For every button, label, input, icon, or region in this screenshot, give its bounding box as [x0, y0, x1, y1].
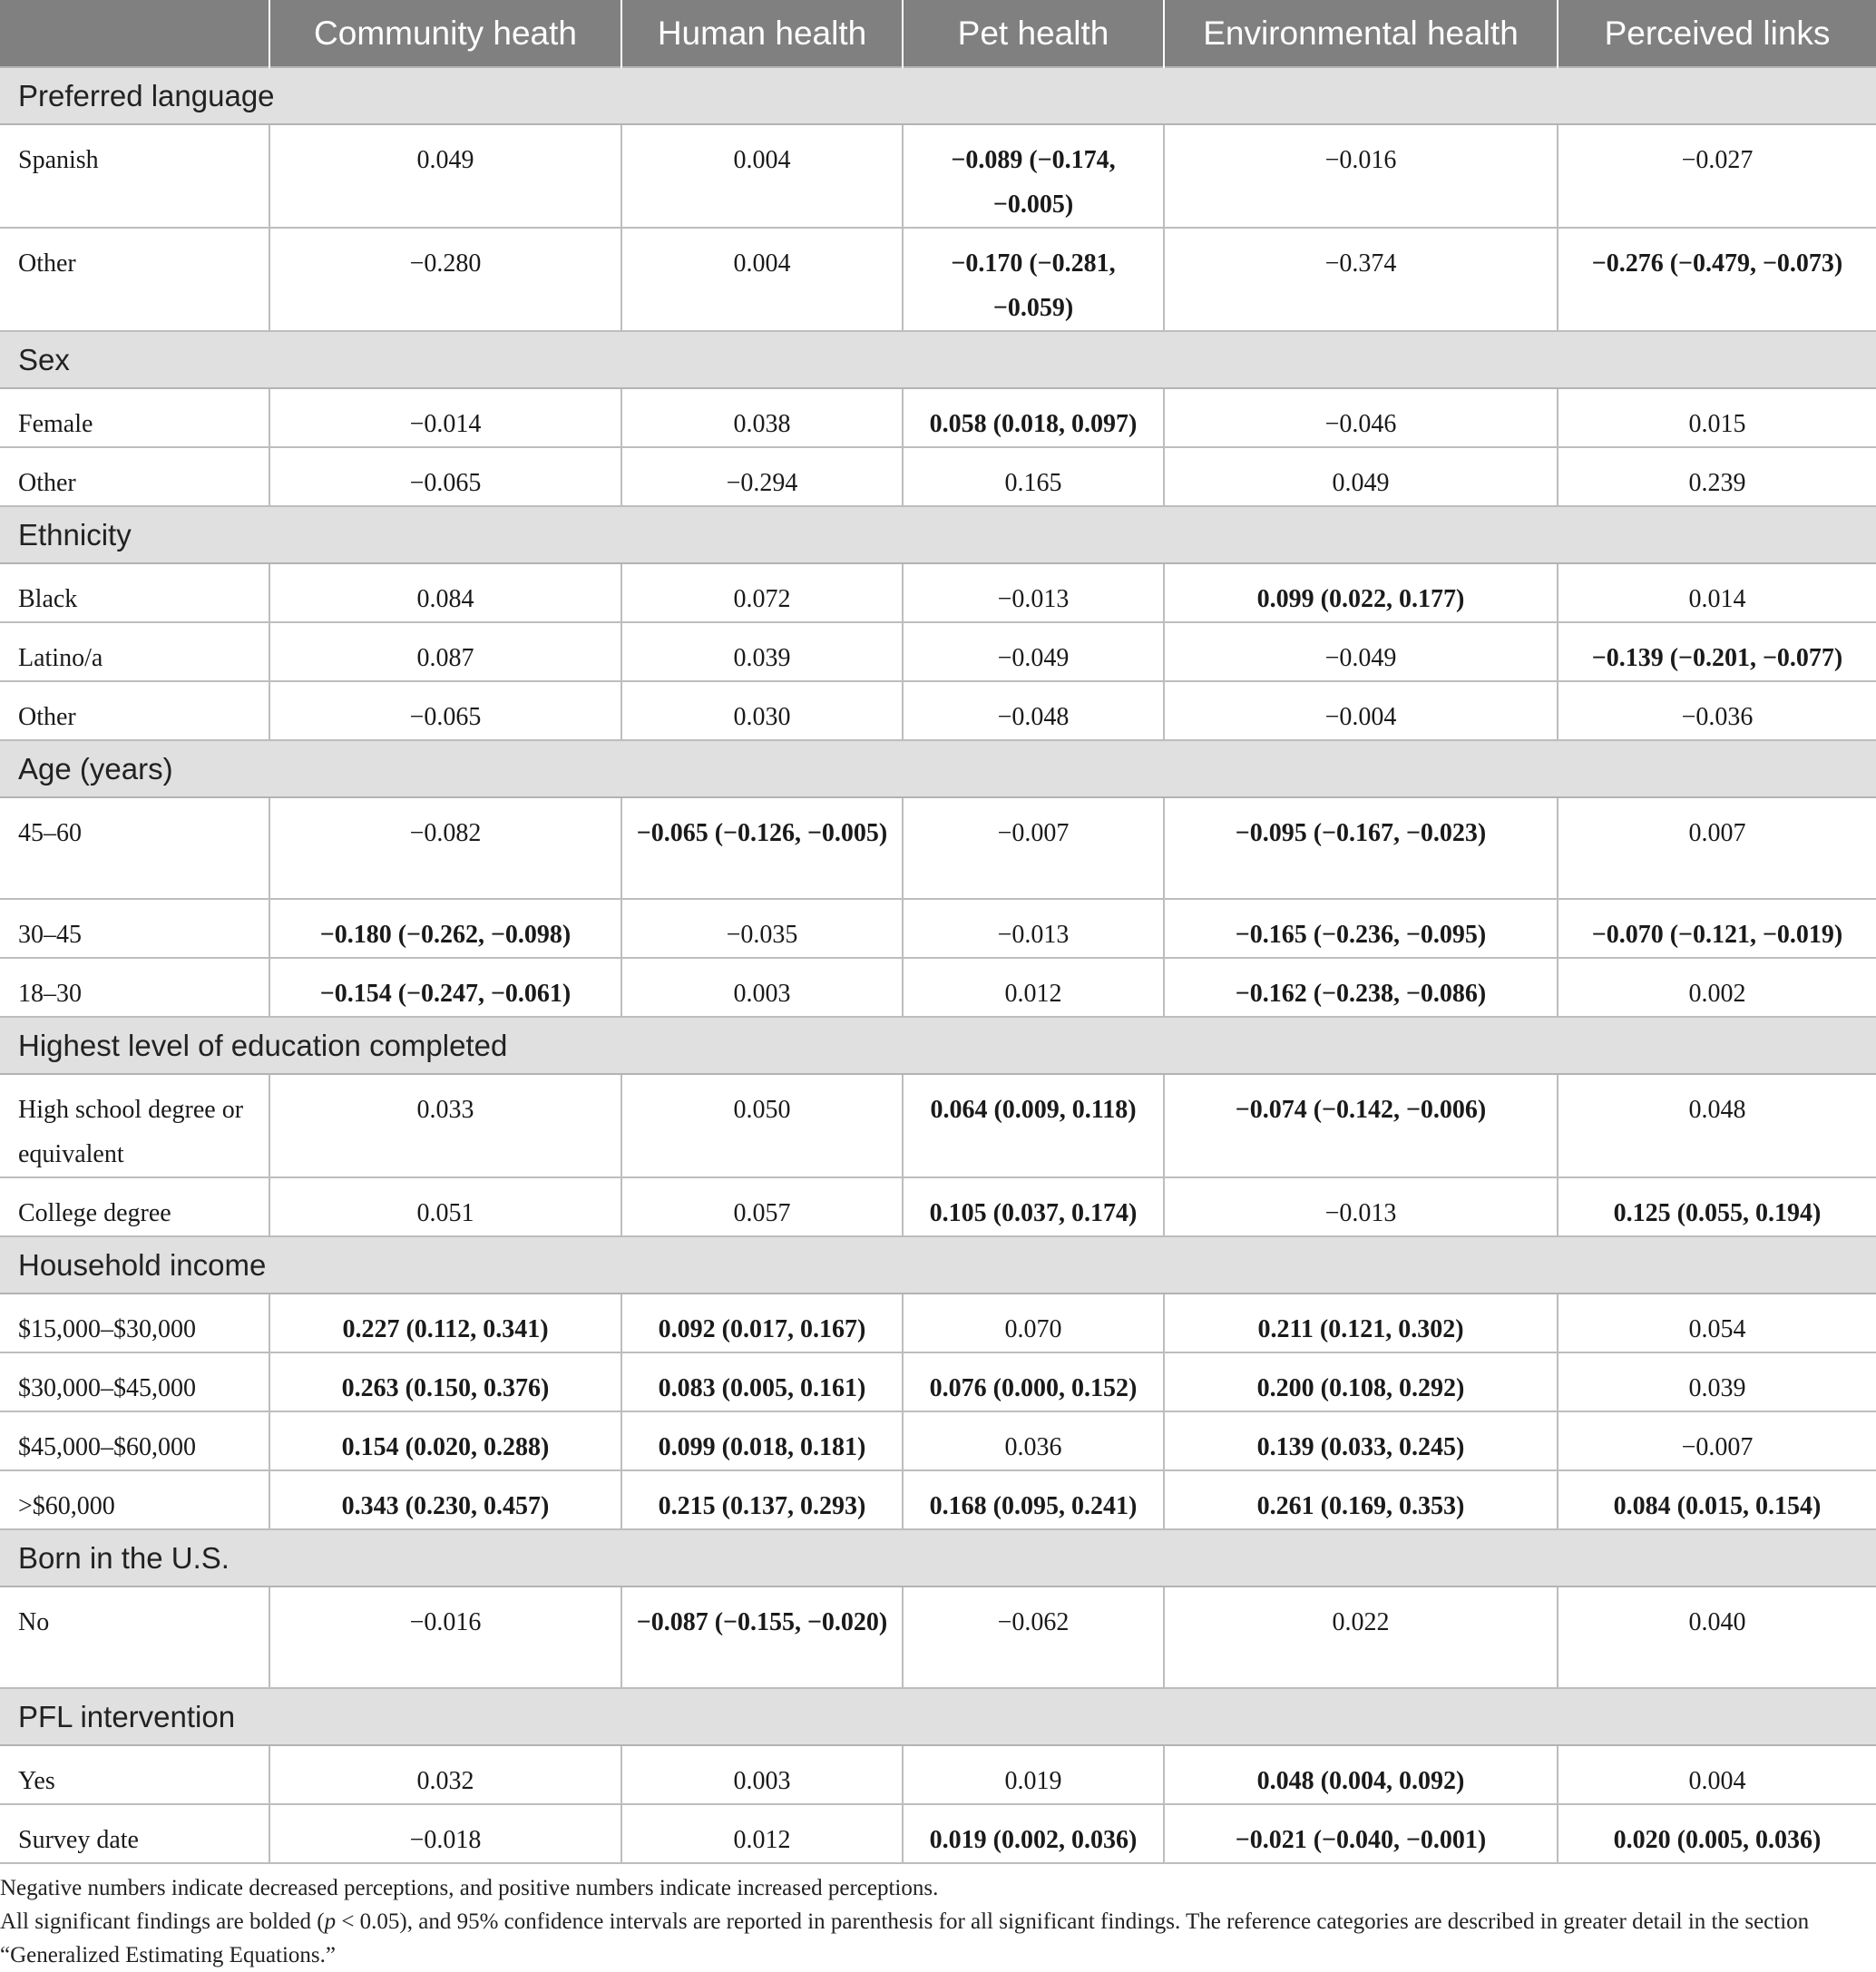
value-cell: 0.092 (0.017, 0.167) — [621, 1294, 903, 1352]
row-label: $15,000–$30,000 — [0, 1294, 269, 1352]
value-cell: −0.021 (−0.040, −0.001) — [1164, 1804, 1558, 1863]
row-label: Other — [0, 447, 269, 506]
value-cell: 0.070 — [903, 1294, 1164, 1352]
value-cell: 0.139 (0.033, 0.245) — [1164, 1411, 1558, 1470]
row-label: No — [0, 1586, 269, 1688]
row-label: High school degree or equivalent — [0, 1074, 269, 1177]
value-cell: −0.374 — [1164, 228, 1558, 331]
value-cell: 0.039 — [1558, 1352, 1876, 1411]
section-row — [0, 1529, 1876, 1586]
value-cell: 0.050 — [621, 1074, 903, 1177]
value-cell: −0.087 (−0.155, −0.020) — [621, 1586, 903, 1688]
table-row — [0, 124, 1876, 228]
row-label: Spanish — [0, 124, 269, 228]
section-title: PFL intervention — [0, 1688, 1876, 1745]
header-cell-perceived-links: Perceived links — [1558, 0, 1876, 67]
value-cell: −0.049 — [1164, 622, 1558, 681]
value-cell: 0.054 — [1558, 1294, 1876, 1352]
value-cell: −0.065 — [269, 681, 621, 740]
row-label: Other — [0, 228, 269, 331]
value-cell: 0.020 (0.005, 0.036) — [1558, 1804, 1876, 1863]
table-row — [0, 1294, 1876, 1352]
section-title: Preferred language — [0, 67, 1876, 124]
value-cell: −0.154 (−0.247, −0.061) — [269, 958, 621, 1017]
section-row — [0, 331, 1876, 388]
value-cell: 0.039 — [621, 622, 903, 681]
value-cell: 0.261 (0.169, 0.353) — [1164, 1470, 1558, 1529]
value-cell: 0.072 — [621, 563, 903, 622]
section-row — [0, 1236, 1876, 1294]
value-cell: −0.036 — [1558, 681, 1876, 740]
row-label: 30–45 — [0, 899, 269, 958]
value-cell: 0.019 — [903, 1745, 1164, 1804]
header-cell-human-health: Human health — [621, 0, 903, 67]
footnote-2-end: < 0.05), and 95% confidence intervals are reported in parenthesis for all significant findings. The reference categories are described in greater detail in the section “Generalized Estimating Equations.” — [0, 1909, 1810, 1967]
value-cell: −0.070 (−0.121, −0.019) — [1558, 899, 1876, 958]
value-cell: 0.004 — [621, 124, 903, 228]
value-cell: −0.013 — [903, 899, 1164, 958]
table-row — [0, 1074, 1876, 1177]
value-cell: 0.343 (0.230, 0.457) — [269, 1470, 621, 1529]
value-cell: 0.022 — [1164, 1586, 1558, 1688]
value-cell: −0.065 — [269, 447, 621, 506]
value-cell: 0.003 — [621, 1745, 903, 1804]
value-cell: 0.165 — [903, 447, 1164, 506]
footnote-2 — [0, 1905, 1876, 1972]
row-label: 18–30 — [0, 958, 269, 1017]
header-cell-variable — [0, 0, 269, 67]
value-cell: 0.040 — [1558, 1586, 1876, 1688]
row-label: Yes — [0, 1745, 269, 1804]
footnote-2-start: All significant findings are bolded ( — [0, 1909, 325, 1934]
value-cell: 0.004 — [1558, 1745, 1876, 1804]
table-row — [0, 563, 1876, 622]
value-cell: −0.016 — [1164, 124, 1558, 228]
table-row — [0, 447, 1876, 506]
value-cell: 0.014 — [1558, 563, 1876, 622]
section-title: Ethnicity — [0, 506, 1876, 563]
value-cell: −0.049 — [903, 622, 1164, 681]
value-cell: 0.168 (0.095, 0.241) — [903, 1470, 1164, 1529]
value-cell: −0.027 — [1558, 124, 1876, 228]
value-cell: 0.036 — [903, 1411, 1164, 1470]
section-row — [0, 1688, 1876, 1745]
value-cell: −0.280 — [269, 228, 621, 331]
row-label: College degree — [0, 1177, 269, 1236]
value-cell: 0.007 — [1558, 797, 1876, 899]
value-cell: 0.227 (0.112, 0.341) — [269, 1294, 621, 1352]
row-label: Survey date — [0, 1804, 269, 1863]
value-cell: −0.004 — [1164, 681, 1558, 740]
value-cell: −0.013 — [903, 563, 1164, 622]
value-cell: 0.263 (0.150, 0.376) — [269, 1352, 621, 1411]
value-cell: 0.058 (0.018, 0.097) — [903, 388, 1164, 447]
row-label: >$60,000 — [0, 1470, 269, 1529]
row-label: Latino/a — [0, 622, 269, 681]
value-cell: −0.276 (−0.479, −0.073) — [1558, 228, 1876, 331]
value-cell: 0.099 (0.018, 0.181) — [621, 1411, 903, 1470]
value-cell: −0.007 — [1558, 1411, 1876, 1470]
row-label: Black — [0, 563, 269, 622]
value-cell: −0.035 — [621, 899, 903, 958]
row-label: $45,000–$60,000 — [0, 1411, 269, 1470]
table-row — [0, 797, 1876, 899]
table-row — [0, 681, 1876, 740]
value-cell: −0.095 (−0.167, −0.023) — [1164, 797, 1558, 899]
table-row — [0, 1470, 1876, 1529]
table-row — [0, 899, 1876, 958]
value-cell: 0.012 — [903, 958, 1164, 1017]
value-cell: 0.004 — [621, 228, 903, 331]
value-cell: 0.002 — [1558, 958, 1876, 1017]
table-row — [0, 622, 1876, 681]
value-cell: 0.064 (0.009, 0.118) — [903, 1074, 1164, 1177]
table-row — [0, 1411, 1876, 1470]
value-cell: 0.215 (0.137, 0.293) — [621, 1470, 903, 1529]
table-row — [0, 1177, 1876, 1236]
table-row — [0, 1586, 1876, 1688]
value-cell: 0.211 (0.121, 0.302) — [1164, 1294, 1558, 1352]
section-row — [0, 67, 1876, 124]
section-title: Sex — [0, 331, 1876, 388]
value-cell: 0.084 — [269, 563, 621, 622]
section-title: Household income — [0, 1236, 1876, 1294]
value-cell: 0.030 — [621, 681, 903, 740]
value-cell: −0.180 (−0.262, −0.098) — [269, 899, 621, 958]
value-cell: 0.015 — [1558, 388, 1876, 447]
value-cell: −0.014 — [269, 388, 621, 447]
header-row — [0, 0, 1876, 67]
table-row — [0, 1745, 1876, 1804]
footnote-2-p: p — [324, 1909, 337, 1934]
row-label: 45–60 — [0, 797, 269, 899]
value-cell: 0.099 (0.022, 0.177) — [1164, 563, 1558, 622]
header-cell-community-heath: Community heath — [269, 0, 621, 67]
value-cell: −0.065 (−0.126, −0.005) — [621, 797, 903, 899]
row-label: Other — [0, 681, 269, 740]
section-title: Highest level of education completed — [0, 1017, 1876, 1074]
value-cell: 0.032 — [269, 1745, 621, 1804]
header-cell-pet-health: Pet health — [903, 0, 1164, 67]
value-cell: −0.048 — [903, 681, 1164, 740]
value-cell: −0.062 — [903, 1586, 1164, 1688]
value-cell: 0.083 (0.005, 0.161) — [621, 1352, 903, 1411]
value-cell: 0.038 — [621, 388, 903, 447]
value-cell: 0.048 (0.004, 0.092) — [1164, 1745, 1558, 1804]
value-cell: 0.057 — [621, 1177, 903, 1236]
value-cell: 0.087 — [269, 622, 621, 681]
value-cell: 0.125 (0.055, 0.194) — [1558, 1177, 1876, 1236]
value-cell: 0.154 (0.020, 0.288) — [269, 1411, 621, 1470]
value-cell: 0.084 (0.015, 0.154) — [1558, 1470, 1876, 1529]
table-body — [0, 67, 1876, 1863]
header-cell-environmental-health: Environmental health — [1164, 0, 1558, 67]
value-cell: −0.162 (−0.238, −0.086) — [1164, 958, 1558, 1017]
value-cell: −0.007 — [903, 797, 1164, 899]
value-cell: −0.139 (−0.201, −0.077) — [1558, 622, 1876, 681]
value-cell: 0.051 — [269, 1177, 621, 1236]
value-cell: 0.003 — [621, 958, 903, 1017]
value-cell: 0.239 — [1558, 447, 1876, 506]
section-row — [0, 740, 1876, 797]
value-cell: −0.294 — [621, 447, 903, 506]
value-cell: 0.033 — [269, 1074, 621, 1177]
value-cell: 0.049 — [269, 124, 621, 228]
section-row — [0, 1017, 1876, 1074]
table-footnotes — [0, 1864, 1876, 1972]
row-label: Female — [0, 388, 269, 447]
table-row — [0, 388, 1876, 447]
table-row — [0, 1804, 1876, 1863]
value-cell: 0.012 — [621, 1804, 903, 1863]
value-cell: 0.049 — [1164, 447, 1558, 506]
value-cell: −0.013 — [1164, 1177, 1558, 1236]
value-cell: −0.046 — [1164, 388, 1558, 447]
table-row — [0, 958, 1876, 1017]
table-row — [0, 228, 1876, 331]
value-cell: 0.048 — [1558, 1074, 1876, 1177]
table-row — [0, 1352, 1876, 1411]
value-cell: −0.170 (−0.281, −0.059) — [903, 228, 1164, 331]
section-title: Age (years) — [0, 740, 1876, 797]
value-cell: −0.089 (−0.174, −0.005) — [903, 124, 1164, 228]
value-cell: −0.074 (−0.142, −0.006) — [1164, 1074, 1558, 1177]
value-cell: −0.082 — [269, 797, 621, 899]
value-cell: 0.105 (0.037, 0.174) — [903, 1177, 1164, 1236]
value-cell: −0.016 — [269, 1586, 621, 1688]
value-cell: 0.019 (0.002, 0.036) — [903, 1804, 1164, 1863]
value-cell: −0.018 — [269, 1804, 621, 1863]
section-row — [0, 506, 1876, 563]
value-cell: 0.076 (0.000, 0.152) — [903, 1352, 1164, 1411]
footnote-1: Negative numbers indicate decreased perceptions, and positive numbers indicate increased perceptions. — [0, 1876, 939, 1900]
section-title: Born in the U.S. — [0, 1529, 1876, 1586]
value-cell: 0.200 (0.108, 0.292) — [1164, 1352, 1558, 1411]
value-cell: −0.165 (−0.236, −0.095) — [1164, 899, 1558, 958]
row-label: $30,000–$45,000 — [0, 1352, 269, 1411]
